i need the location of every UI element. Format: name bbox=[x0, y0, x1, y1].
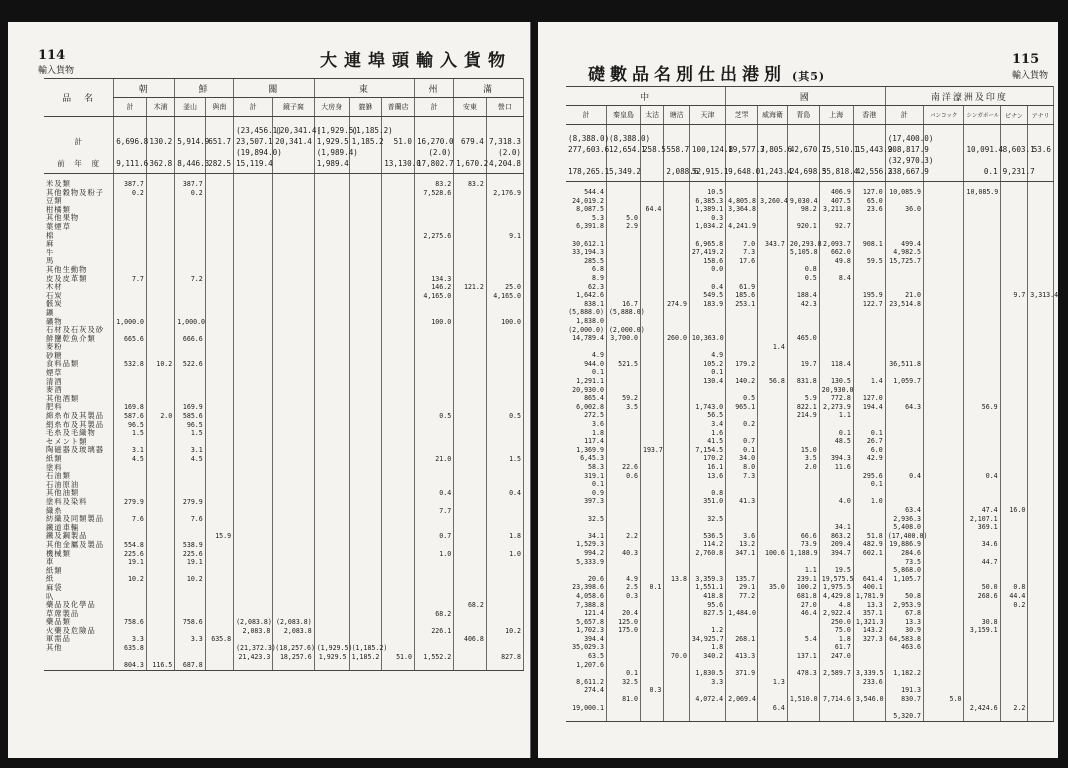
cell: 130.2 bbox=[146, 117, 174, 148]
data-column: 3,313.4 bbox=[1028, 182, 1054, 722]
data-column: 274.9 260.0 13.8 70.0 bbox=[664, 182, 690, 722]
data-column: 5.0 2.9 16.7 (5,888.0) (2,000.0) 3,700.0 521.5 59.2 3.5 22.6 0.6 2.2 40.3 4.9 2.5 0.3 20.4 125.0 175.0 0.1 32.5 81.0 bbox=[606, 182, 640, 722]
data-column: 544.4 24,019.2 8,087.5 5.3 6,391.8 30,612.1 33,194.3 285.5 6.8 8.9 62.3 1,642.6 838.1 (5,888.0) 1,838.0 (2,000.0) 14,789.4 4.9 944.0 0.1 1,291.1 20,930.0 865.4 6,002.8 272.5 3.6 1.8 117.4 1,369.9 6,45.3 58.3 319.1 0.1 0.9 397.3 32.5 34.1 1,529.3 994.2 5,333.9 20.6 23,398.6 4,058.6 7,388.8 121.4 5,657.8 1,702.3 394.4 35,029.3 63.5 1,207.6 8,611.2 274.4 19,000.1 bbox=[566, 182, 606, 722]
total-row bbox=[44, 117, 524, 148]
cell: (23,456.1) 23,507.1 bbox=[234, 117, 273, 148]
col-header: 計 bbox=[234, 98, 273, 117]
data-column: 5.0 bbox=[924, 182, 964, 722]
cell: (1,989.4) 1,989.4 bbox=[314, 147, 349, 174]
col-header: 計 bbox=[885, 106, 923, 125]
col-header: 塘沽 bbox=[664, 106, 690, 125]
cell: (1,185.2) 1,185.2 bbox=[349, 117, 382, 148]
data-column: 83.2 7,528.6 2,275.6 134.3 146.2 4,165.0 100.0 0.5 21.0 0.4 7.7 0.7 1.0 68.2 226.1 1,552.2 bbox=[414, 174, 453, 671]
cell: 2,088.6 bbox=[664, 155, 690, 182]
cell: 75,510.1 bbox=[819, 125, 853, 156]
group-header: 朝 bbox=[114, 79, 175, 98]
data-column: 10,085.9 56.9 0.4 47.4 2,107.1 369.1 34.6 44.7 50.0 268.6 30.8 3,159.1 2,424.6 bbox=[964, 182, 1000, 722]
cell: (20,341.4) 20,341.4 bbox=[273, 117, 314, 148]
cell: 1,670.2 bbox=[454, 147, 487, 174]
data-column: (2,083.8) 2,083.8 (18,257.6) 18,257.6 bbox=[273, 174, 314, 671]
cell: (1,929.5) 1,929.5 bbox=[314, 117, 349, 148]
col-header: ピナン bbox=[1000, 106, 1028, 125]
group-header: 州 bbox=[414, 79, 453, 98]
cell: 178,265.1 bbox=[566, 155, 606, 182]
cell: 35,818.4 bbox=[819, 155, 853, 182]
cell: (19,894.0) 15,119.4 bbox=[234, 147, 273, 174]
cell: 0.1 bbox=[964, 155, 1000, 182]
row-label: 計 bbox=[74, 137, 83, 146]
page-title: 礎數品名別仕出港別 (其5) bbox=[588, 65, 826, 85]
col-header: 貔貅 bbox=[349, 98, 382, 117]
cell: (8,388.0) 277,603.6 bbox=[568, 134, 610, 154]
col-header: 香港 bbox=[853, 106, 885, 125]
cell: 42,670.1 bbox=[787, 125, 819, 156]
cell: 15,443.9 bbox=[853, 125, 885, 156]
cell: 10,091.4 bbox=[964, 125, 1000, 156]
data-column: 51.0 bbox=[382, 174, 415, 671]
col-header: 上海 bbox=[819, 106, 853, 125]
cell: (2.0) 4,204.8 bbox=[486, 147, 523, 174]
data-column: 127.0 65.0 23.6 908.1 59.5 195.9 122.7 1.4 127.0 194.4 0.1 26.7 6.0 42.9 295.6 0.1 1.0 51.8 482.9 602.1 641.4 400.1 1,781.9 13.3 357.1 1,321.3 143.2 327.3 3,339.5 233.6 3,546.0 bbox=[853, 182, 885, 722]
import-table-left bbox=[44, 78, 524, 671]
group-header: 東 bbox=[314, 79, 414, 98]
data-column: (1,185.2) 1,185.2 bbox=[349, 174, 382, 671]
data-column: 10.5 6,385.3 1,389.1 0.3 1,034.2 6,965.8 27,419.2 158.6 0.0 0.4 549.5 183.9 10,363.0 4.9 105.2 0.1 130.4 1,743.0 56.5 3.4 1.6 41.5 7,154.5 170.2 16.1 13.6 0.8 351.0 32.5 536.5 114.2 2,760.8 3,359.3 1,551.1 418.8 95.6 827.5 1.2 34,925.7 1.8 340.2 1,830.5 3.3 4,072.4 bbox=[689, 182, 725, 722]
cell: 8,603.1 bbox=[1000, 125, 1028, 156]
col-header: 威海衛 bbox=[758, 106, 788, 125]
group-header: 國 bbox=[726, 87, 886, 106]
cell: 679.4 bbox=[454, 117, 487, 148]
prev-year-row bbox=[44, 147, 524, 174]
col-header: 青島 bbox=[787, 106, 819, 125]
items-block bbox=[44, 174, 524, 671]
col-header: 大房身 bbox=[314, 98, 349, 117]
data-column: 10,085.9 36.0 499.4 4,982.5 15,725.7 21.0 23,514.8 36,511.8 1,059.7 64.3 0.4 63.4 2,936.3 5,408.0 (17,400.0) 19,886.9 284.6 73.5 5,868.0 1,105.7 50.8 2,953.9 67.8 13.3 30.9 64,583.8 463.6 1,182.2 191.3 830.7 5,320.7 bbox=[885, 182, 923, 722]
cell: 9,111.6 bbox=[114, 147, 147, 174]
cell bbox=[640, 155, 663, 182]
cell: 16,270.0 bbox=[414, 117, 453, 148]
col-header: 普蘭店 bbox=[382, 98, 415, 117]
cell: 52,915.1 bbox=[689, 155, 725, 182]
cell: 1,243.4 bbox=[758, 155, 788, 182]
page-number: 115 bbox=[1012, 52, 1040, 67]
col-header: 安東 bbox=[454, 98, 487, 117]
data-column: 406.9 407.5 3,211.8 92.7 2,093.7 662.0 49.8 8.4 118.4 130.5 20,930.0 772.8 2,273.9 1.1 0.1 48.5 394.3 11.6 4.0 34.1 863.2 209.4 394.7 19.5 19,575.5 1,975.5 4,429.8 4.8 2,922.4 250.0 75.0 1.8 61.7 247.0 2,589.7 7,714.6 bbox=[819, 182, 853, 722]
cell: 6,696.8 bbox=[114, 117, 147, 148]
page-title: 大連埠頭輸入貨物 bbox=[320, 51, 512, 71]
cell: 5,349.2 bbox=[606, 155, 640, 182]
cell: 5,914.9 bbox=[175, 117, 206, 148]
col-header: 計 bbox=[566, 106, 606, 125]
cell: 282.5 bbox=[205, 147, 233, 174]
cell: (32,970.3) 238,667.9 bbox=[885, 155, 923, 182]
col-header: アナリ bbox=[1028, 106, 1054, 125]
col-header: 天津 bbox=[689, 106, 725, 125]
data-column: (2,083.8) 2,083.8 (21,372.3) 21,423.3 bbox=[234, 174, 273, 671]
group-header: 中 bbox=[566, 87, 726, 106]
cell: 19,577.7 bbox=[726, 125, 758, 156]
col-header: 營口 bbox=[486, 98, 523, 117]
data-column: 2,176.9 9.1 25.0 4,165.0 100.0 0.5 1.5 0.4 1.8 1.0 10.2 827.8 bbox=[486, 174, 523, 671]
cell: 9,231.7 bbox=[1000, 155, 1028, 182]
item-names: 米及類 其他穀物及粉子 豆類 柑橘類 其他果物 葉煙草 棉 麻 牛 馬 其他生動物 皮及皮革類 木材 石炭 骸炭 鑛 礦物 石材及石灰及砂 鮮鹽乾魚介類 麥粉 砂糖 食料品類 煙草 清酒 麥酒 其他酒類 肥料 綿糸布及其製品 絹糸布及其製品 毛糸及毛織物 セメント類 陶磁器及玻璃器 紙類 塗料 石油類 石油原油 其他油類 塗料及染料 織糸 紡織及同類製品 鐵道車輛 鐵及鋼製品 其他金屬及製品 機械類 車 紙類 紙 麻袋 叺 藥品及化學品 草蓆製品 藥品類 火藥及危險品 軍需品 其他 bbox=[44, 174, 114, 671]
data-column: 15.9 635.8 bbox=[205, 174, 233, 671]
col-header: 太沽 bbox=[640, 106, 663, 125]
import-table-right bbox=[566, 86, 1059, 722]
data-column: 387.7 0.2 7.7 1,000.0 665.6 532.8 169.8 587.6 96.5 1.5 3.1 4.5 279.9 7.6 554.8 225.6 19.1 10.2 758.6 3.3 635.8 804.3 bbox=[114, 174, 147, 671]
col-header: 芝罘 bbox=[726, 106, 758, 125]
col-header: シンガポール bbox=[964, 106, 1000, 125]
data-column: 9.7 16.0 0.8 44.4 0.2 2.2 bbox=[1000, 182, 1028, 722]
group-header: 鮮 bbox=[175, 79, 234, 98]
group-header: 關 bbox=[234, 79, 315, 98]
col-header: 與南 bbox=[205, 98, 233, 117]
prev-year-row bbox=[566, 155, 1054, 182]
row-label: 前 年 度 bbox=[44, 147, 114, 174]
data-column: 64.4 193.7 0.1 0.3 bbox=[640, 182, 663, 722]
cell: 3,805.6 bbox=[758, 125, 788, 156]
data-column: 4,805.8 3,364.8 4,241.9 7.0 7.3 17.6 61.9 185.6 253.1 179.2 140.2 0.5 965.1 0.2 0.7 0.1 34.0 8.0 7.3 41.3 3.6 13.2 347.1 135.7 29.1 77.2 1,484.0 268.1 413.3 371.9 2,069.4 bbox=[726, 182, 758, 722]
cell: 651.7 bbox=[205, 117, 233, 148]
cell: 8,446.3 bbox=[175, 147, 206, 174]
total-row bbox=[566, 125, 1054, 156]
left-page bbox=[8, 22, 531, 758]
cell: 53.6 bbox=[1028, 125, 1054, 156]
cell: 258.5 bbox=[640, 125, 663, 156]
col-header: 木浦 bbox=[146, 98, 174, 117]
data-column: 10.2 2.0 116.5 bbox=[146, 174, 174, 671]
col-header: 釜山 bbox=[175, 98, 206, 117]
cell: 42,556.3 bbox=[853, 155, 885, 182]
cell: 558.7 bbox=[664, 125, 690, 156]
col-header: 鏡子窩 bbox=[273, 98, 314, 117]
group-header: 南洋濠洲及印度 bbox=[885, 87, 1053, 106]
col-header: 秦皇島 bbox=[606, 106, 640, 125]
right-page bbox=[538, 22, 1058, 758]
cell: (17,400.0) 208,817.9 bbox=[885, 125, 923, 156]
page-number: 114 bbox=[38, 48, 66, 63]
header-item: 品 名 bbox=[44, 79, 114, 117]
data-column: 83.2 121.2 68.2 406.8 bbox=[454, 174, 487, 671]
col-header: 計 bbox=[114, 98, 147, 117]
cell: (2.0) 17,802.7 bbox=[414, 147, 453, 174]
items-block bbox=[566, 182, 1054, 722]
data-column: (1,929.5) 1,929.5 bbox=[314, 174, 349, 671]
data-column: 9,030.4 98.2 920.1 20,293.8 5,105.8 0.8 0.5 188.4 42.3 465.0 19.7 831.8 5.9 822.1 214.9 15.0 3.5 2.0 66.6 73.9 1,188.9 1.1 239.1 100.2 681.8 27.0 46.4 5.4 137.1 478.3 1,510.0 bbox=[787, 182, 819, 722]
cell: 9,648.0 bbox=[726, 155, 758, 182]
data-column: 3,260.4 343.7 1.4 56.8 100.6 35.0 1.3 6.4 bbox=[758, 182, 788, 722]
group-header: 滿 bbox=[454, 79, 524, 98]
running-head: 輸入貨物 bbox=[38, 66, 75, 76]
cell: (8,388.0) 12,654.1 bbox=[606, 125, 640, 156]
col-header: 計 bbox=[414, 98, 453, 117]
cell: 51.0 bbox=[382, 117, 415, 148]
cell: 24,698.5 bbox=[787, 155, 819, 182]
running-head: 輸入貨物 bbox=[1012, 71, 1049, 81]
cell: 100,124.8 bbox=[689, 125, 725, 156]
cell: 7,318.3 bbox=[486, 117, 523, 148]
cell: 13,130.0 bbox=[382, 147, 415, 174]
data-column: 387.7 0.2 7.2 1,000.0 666.6 522.6 169.9 585.6 96.5 1.5 3.1 4.5 279.9 7.6 538.9 225.6 19.1 10.2 758.6 3.3 687.8 bbox=[175, 174, 206, 671]
col-header: バンコック bbox=[924, 106, 964, 125]
cell: 362.8 bbox=[146, 147, 174, 174]
